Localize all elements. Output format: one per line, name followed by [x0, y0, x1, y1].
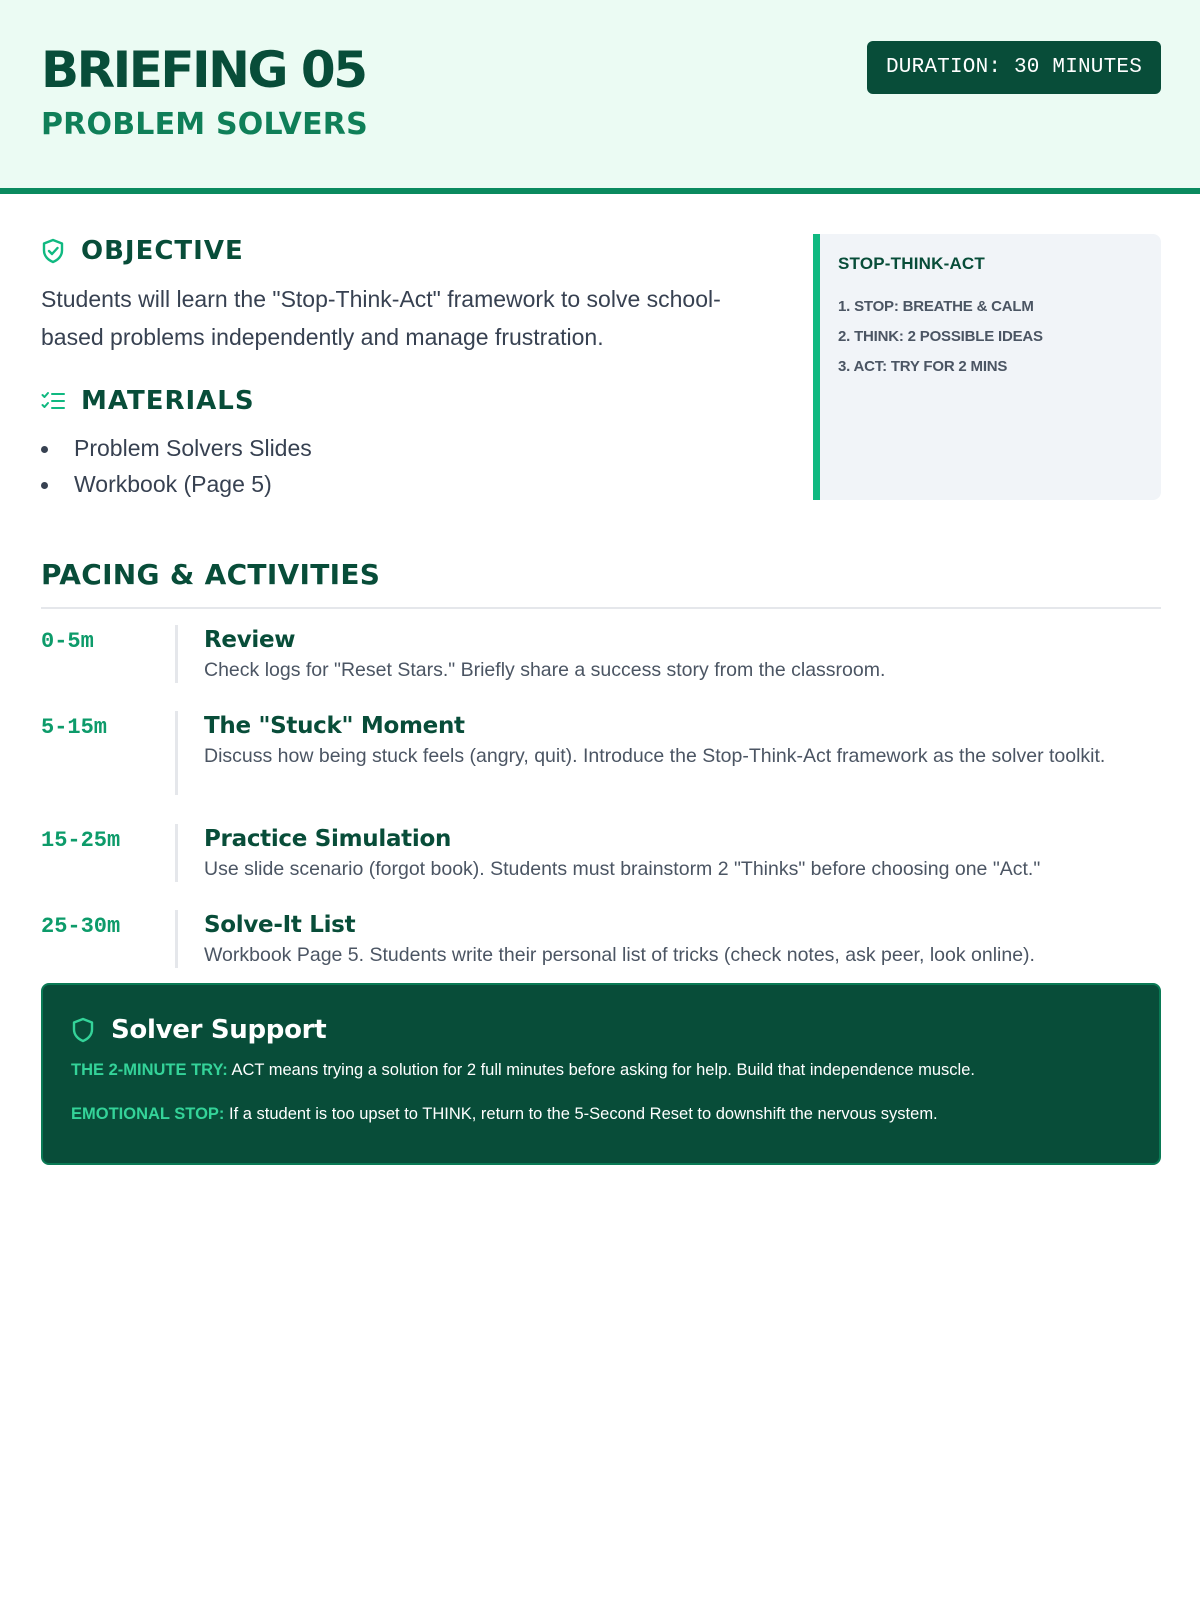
- page-title: BRIEFING 05: [41, 41, 366, 99]
- pacing-heading: PACING & ACTIVITIES: [41, 558, 381, 591]
- activity-description: Use slide scenario (forgot book). Students must brainstorm 2 "Thinks" before choosing one "Act.": [204, 858, 1041, 880]
- activity-description: Workbook Page 5. Students write their personal list of tricks (check notes, ask peer, look online).: [204, 944, 1035, 966]
- tip-text: If a student is too upset to THINK, return to the 5-Second Reset to downshift the nervous system.: [229, 1105, 938, 1123]
- timeline-divider: [175, 910, 178, 968]
- list-item: Workbook (Page 5): [41, 466, 312, 502]
- stop-think-act-card: [813, 234, 1161, 500]
- activity-row: [41, 910, 1161, 970]
- activity-content: [204, 625, 1161, 683]
- shield-check-icon: [41, 238, 65, 264]
- tip-key: EMOTIONAL STOP:: [71, 1105, 225, 1123]
- timeline-divider: [175, 824, 178, 882]
- tip-key: THE 2-MINUTE TRY:: [71, 1061, 228, 1079]
- step-act: 3. ACT: TRY FOR 2 MINS: [838, 358, 1008, 375]
- duration-badge: DURATION: 30 MINUTES: [867, 41, 1161, 94]
- support-heading: [71, 1015, 1131, 1045]
- objective-text: Students will learn the "Stop-Think-Act" framework to solve school-based problems independently and manage frustration.: [41, 286, 721, 350]
- tip-text: ACT means trying a solution for 2 full minutes before asking for help. Build that independence muscle.: [231, 1061, 975, 1079]
- activity-content: [204, 824, 1161, 882]
- timeline-divider: [175, 711, 178, 795]
- timeline-divider: [175, 625, 178, 683]
- activity-description: Check logs for "Reset Stars." Briefly share a success story from the classroom.: [204, 659, 886, 681]
- header: [0, 0, 1200, 194]
- objective-heading: [41, 236, 244, 266]
- materials-list: [41, 430, 312, 502]
- activity-row: [41, 824, 1161, 884]
- shield-icon: [71, 1017, 95, 1043]
- activity-title: Solve-It List: [204, 912, 356, 938]
- activity-description: Discuss how being stuck feels (angry, quit). Introduce the Stop-Think-Act framework as the solver toolkit.: [204, 745, 1106, 767]
- objective-heading-label: OBJECTIVE: [81, 236, 244, 266]
- materials-heading: [41, 386, 255, 416]
- support-tip: [71, 1059, 1131, 1081]
- activity-title: Practice Simulation: [204, 826, 452, 852]
- page-subtitle: PROBLEM SOLVERS: [41, 107, 368, 142]
- activity-time: 25-30m: [41, 914, 121, 939]
- support-heading-label: Solver Support: [111, 1015, 327, 1045]
- solver-support-panel: [41, 983, 1161, 1165]
- step-think: 2. THINK: 2 POSSIBLE IDEAS: [838, 328, 1043, 345]
- activity-content: [204, 910, 1161, 968]
- activity-time: 15-25m: [41, 828, 121, 853]
- divider: [41, 607, 1161, 609]
- activity-title: The "Stuck" Moment: [204, 713, 465, 739]
- list-item: Problem Solvers Slides: [41, 430, 312, 466]
- materials-heading-label: MATERIALS: [81, 386, 255, 416]
- activity-title: Review: [204, 627, 296, 653]
- activity-row: [41, 625, 1161, 685]
- checklist-icon: [41, 390, 65, 412]
- activity-content: [204, 711, 1161, 769]
- activity-time: 5-15m: [41, 715, 108, 740]
- card-title: STOP-THINK-ACT: [838, 254, 985, 273]
- activity-row: [41, 711, 1161, 797]
- step-stop: 1. STOP: BREATHE & CALM: [838, 298, 1034, 315]
- activity-time: 0-5m: [41, 629, 94, 654]
- support-tip: [71, 1103, 1131, 1125]
